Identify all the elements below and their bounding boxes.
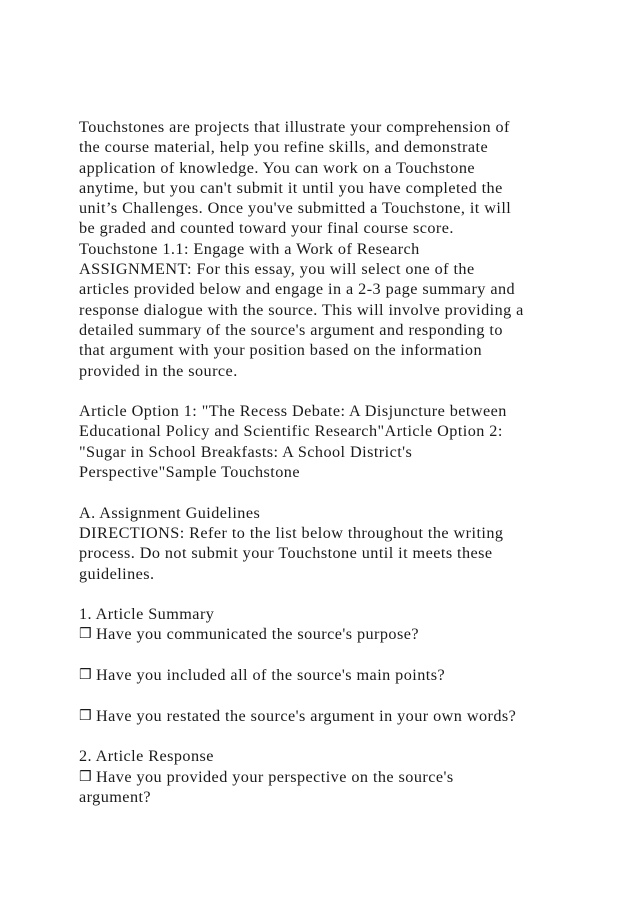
spacer xyxy=(79,584,579,604)
intro-line: the course material, help you refine skills, and demonstrate xyxy=(79,138,489,157)
checkbox-icon: ❒ xyxy=(79,667,93,684)
checkbox-icon: ❒ xyxy=(79,768,93,785)
directions-line: guidelines. xyxy=(79,564,155,583)
checklist-item xyxy=(79,767,579,787)
spacer xyxy=(79,726,579,746)
checklist-item-text: Have you included all of the source's main points? xyxy=(96,666,446,685)
spacer xyxy=(79,645,579,665)
intro-line: Touchstones are projects that illustrate your comprehension of xyxy=(79,118,510,136)
checkbox-icon: ❒ xyxy=(79,707,93,724)
checklist-item-text: Have you provided your perspective on the source's xyxy=(96,767,454,786)
article-option-line: Educational Policy and Scientific Research"Article Option 2: xyxy=(79,422,503,441)
article-option-line: "Sugar in School Breakfasts: A School District's xyxy=(79,442,413,461)
spacer xyxy=(79,685,579,705)
spacer xyxy=(79,482,579,502)
checklist-item xyxy=(79,706,579,726)
checkbox-icon: ❒ xyxy=(79,626,93,643)
intro-line: anytime, but you can't submit it until you have completed the xyxy=(79,178,503,197)
touchstone-title: Touchstone 1.1: Engage with a Work of Research xyxy=(79,239,420,258)
intro-line: application of knowledge. You can work on a Touchstone xyxy=(79,158,476,177)
response-heading: 2. Article Response xyxy=(79,747,214,766)
intro-line: be graded and counted toward your final course score. xyxy=(79,219,454,238)
assignment-line: response dialogue with the source. This will involve providing a xyxy=(79,300,524,319)
assignment-line: articles provided below and engage in a 2-3 page summary and xyxy=(79,280,516,299)
assignment-line: detailed summary of the source's argument and responding to xyxy=(79,320,503,339)
intro-line: unit’s Challenges. Once you've submitted a Touchstone, it will xyxy=(79,199,512,218)
assignment-line: that argument with your position based on the information xyxy=(79,341,482,360)
directions-line: process. Do not submit your Touchstone until it meets these xyxy=(79,544,493,563)
article-option-line: Perspective"Sample Touchstone xyxy=(79,463,300,482)
summary-heading: 1. Article Summary xyxy=(79,605,215,624)
checklist-item xyxy=(79,665,579,685)
checklist-item xyxy=(79,624,579,644)
guidelines-heading: A. Assignment Guidelines xyxy=(79,503,261,522)
document-body xyxy=(79,117,579,807)
directions-line: DIRECTIONS: Refer to the list below throughout the writing xyxy=(79,523,504,542)
checklist-item-continuation: argument? xyxy=(79,787,152,806)
article-option-line: Article Option 1: "The Recess Debate: A Disjuncture between xyxy=(79,402,507,421)
assignment-line: ASSIGNMENT: For this essay, you will select one of the xyxy=(79,260,475,279)
spacer xyxy=(79,381,579,401)
checklist-item-text: Have you restated the source's argument in your own words? xyxy=(96,706,517,725)
checklist-item-text: Have you communicated the source's purpose? xyxy=(96,625,419,644)
assignment-line: provided in the source. xyxy=(79,361,238,380)
